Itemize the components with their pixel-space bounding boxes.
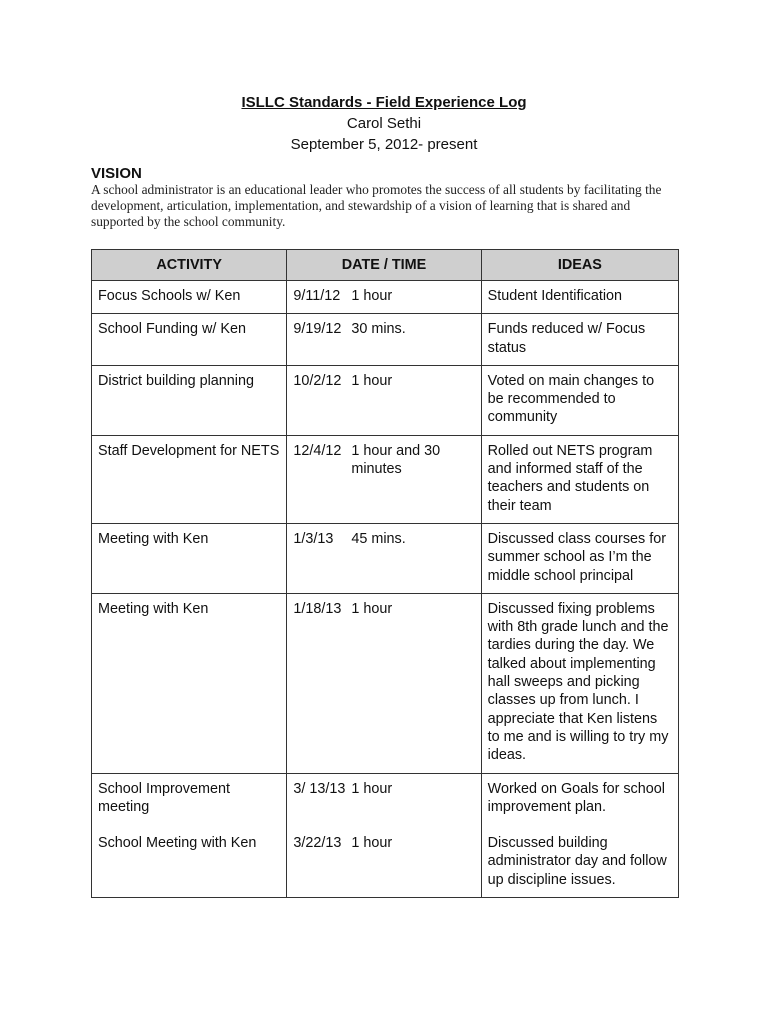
time-value: 1 hour: [351, 288, 393, 304]
table-row: [92, 314, 679, 366]
ideas-entry: Discussed building administrator day and follow up discipline issues.: [487, 835, 667, 888]
author-name: Carol Sethi: [346, 115, 422, 132]
date-time-cell: [287, 314, 481, 366]
section-heading: VISION: [91, 165, 142, 182]
activity-entry: School Improvement meeting: [98, 780, 230, 815]
activity-cell: [92, 773, 287, 897]
table-row: [92, 281, 679, 314]
date-value: 3/22/13: [293, 834, 342, 851]
ideas-cell: Rolled out NETS program and informed staff of the teachers and students on their team: [481, 435, 678, 523]
date-time-cell: [287, 281, 481, 314]
field-experience-table: [91, 249, 679, 898]
date-value: 1/18/13: [293, 600, 342, 617]
section-description: A school administrator is an educational leader who promotes the success of all students by facilitating the development, articulation, implementation, and stewardship of a vision of learning that is shared and supported by the school community.: [91, 182, 662, 229]
ideas-cell: Discussed fixing problems with 8th grade lunch and the tardies during the day. We talked about implementing hall sweeps and picking classes up from lunch. I appreciate that Ken listens to me and is willing to try my ideas.: [481, 593, 678, 773]
date-value: 3/ 13/13: [293, 780, 346, 797]
date-time-cell: [287, 523, 481, 593]
activity-cell: Meeting with Ken: [92, 523, 287, 593]
date-value: 10/2/12: [293, 372, 342, 389]
document-title: ISLLC Standards - Field Experience Log: [241, 94, 527, 111]
ideas-entry: Worked on Goals for school improvement plan.: [487, 780, 665, 815]
date-range: September 5, 2012- present: [290, 136, 478, 153]
time-value: 1 hour and 30 minutes: [351, 442, 441, 478]
date-time-cell: [287, 435, 481, 523]
time-value: 1 hour: [351, 600, 393, 617]
column-header-ideas: IDEAS: [481, 250, 678, 281]
table-row: [92, 435, 679, 523]
document-header: [0, 93, 768, 155]
activity-cell: School Funding w/ Ken: [92, 314, 287, 366]
table-row: [92, 523, 679, 593]
activity-cell: Staff Development for NETS: [92, 435, 287, 523]
activity-entry: School Meeting with Ken: [98, 835, 257, 852]
date-value: 1/3/13: [293, 530, 334, 547]
column-header-date-time: DATE / TIME: [287, 250, 481, 281]
date-value: 9/11/12: [293, 288, 341, 304]
date-time-cell: [287, 773, 481, 897]
time-value: 1 hour: [351, 780, 393, 797]
date-time-cell: [287, 365, 481, 435]
ideas-cell: Discussed class courses for summer school as I’m the middle school principal: [481, 523, 678, 593]
activity-cell: Meeting with Ken: [92, 593, 287, 773]
time-value: 1 hour: [351, 834, 393, 851]
time-value: 1 hour: [351, 372, 393, 389]
time-value: 30 mins.: [351, 321, 406, 338]
ideas-cell: Student Identification: [481, 281, 678, 314]
date-time-cell: [287, 593, 481, 773]
ideas-cell: Voted on main changes to be recommended to community: [481, 365, 678, 435]
activity-cell: Focus Schools w/ Ken: [92, 281, 287, 314]
table-row: [92, 593, 679, 773]
table-row: [92, 773, 679, 897]
ideas-cell: Funds reduced w/ Focus status: [481, 314, 678, 366]
column-header-activity: ACTIVITY: [92, 250, 287, 281]
date-value: 12/4/12: [293, 442, 342, 459]
ideas-cell: [481, 773, 678, 897]
activity-cell: District building planning: [92, 365, 287, 435]
table-header-row: [92, 250, 679, 281]
date-value: 9/19/12: [293, 321, 342, 338]
time-value: 45 mins.: [351, 530, 406, 547]
table-row: [92, 365, 679, 435]
